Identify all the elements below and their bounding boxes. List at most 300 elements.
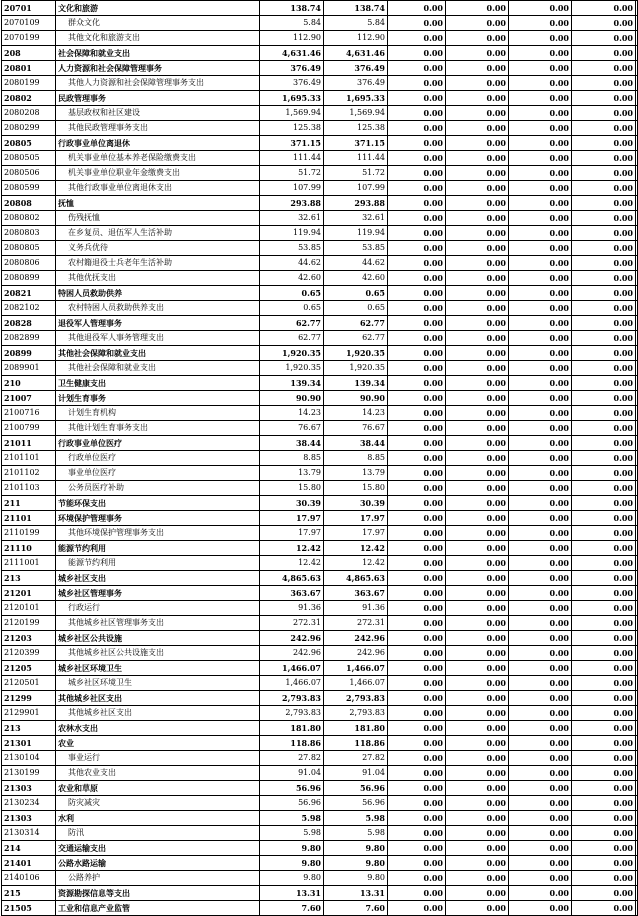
zero-amount: 0.00 [446, 316, 509, 331]
zero-amount: 0.00 [446, 736, 509, 751]
zero-amount: 0.00 [572, 706, 636, 721]
table-row [2, 76, 638, 91]
zero-amount: 0.00 [509, 481, 572, 496]
subject-code: 2070109 [2, 16, 56, 31]
zero-amount: 0.00 [572, 181, 636, 196]
zero-amount: 0.00 [572, 631, 636, 646]
zero-amount: 0.00 [572, 796, 636, 811]
zero-amount: 0.00 [572, 151, 636, 166]
zero-amount: 0.00 [388, 346, 446, 361]
zero-amount: 0.00 [388, 436, 446, 451]
zero-amount: 0.00 [388, 166, 446, 181]
zero-amount: 0.00 [509, 121, 572, 136]
zero-amount: 0.00 [446, 616, 509, 631]
basic-amount: 1,695.33 [324, 91, 388, 106]
zero-amount: 0.00 [446, 1, 509, 16]
table-row [2, 841, 638, 856]
basic-amount: 5.98 [324, 811, 388, 826]
subject-name: 事业运行 [56, 751, 260, 766]
subject-name: 农林水支出 [56, 721, 260, 736]
zero-amount: 0.00 [388, 76, 446, 91]
zero-amount: 0.00 [446, 661, 509, 676]
zero-amount: 0.00 [446, 301, 509, 316]
zero-amount: 0.00 [572, 136, 636, 151]
zero-amount: 0.00 [572, 226, 636, 241]
table-row [2, 211, 638, 226]
zero-amount: 0.00 [509, 76, 572, 91]
table-row [2, 256, 638, 271]
zero-amount: 0.00 [509, 586, 572, 601]
total-amount: 363.67 [260, 586, 324, 601]
zero-amount: 0.00 [509, 256, 572, 271]
zero-amount: 0.00 [446, 421, 509, 436]
total-amount: 17.97 [260, 511, 324, 526]
zero-amount: 0.00 [446, 361, 509, 376]
zero-amount: 0.00 [572, 301, 636, 316]
zero-amount: 0.00 [446, 646, 509, 661]
edge-cell [636, 526, 638, 541]
subject-name: 防汛 [56, 826, 260, 841]
table-row [2, 856, 638, 871]
total-amount: 112.90 [260, 31, 324, 46]
zero-amount: 0.00 [509, 886, 572, 901]
edge-cell [636, 691, 638, 706]
edge-cell [636, 61, 638, 76]
subject-code: 21303 [2, 811, 56, 826]
basic-amount: 42.60 [324, 271, 388, 286]
edge-cell [636, 841, 638, 856]
zero-amount: 0.00 [446, 541, 509, 556]
basic-amount: 112.90 [324, 31, 388, 46]
subject-name: 社会保障和就业支出 [56, 46, 260, 61]
subject-name: 城乡社区管理事务 [56, 586, 260, 601]
zero-amount: 0.00 [446, 496, 509, 511]
zero-amount: 0.00 [509, 826, 572, 841]
total-amount: 14.23 [260, 406, 324, 421]
zero-amount: 0.00 [572, 781, 636, 796]
table-row [2, 886, 638, 901]
basic-amount: 14.23 [324, 406, 388, 421]
edge-cell [636, 271, 638, 286]
edge-cell [636, 736, 638, 751]
basic-amount: 376.49 [324, 76, 388, 91]
zero-amount: 0.00 [572, 316, 636, 331]
zero-amount: 0.00 [509, 781, 572, 796]
table-row [2, 781, 638, 796]
edge-cell [636, 151, 638, 166]
zero-amount: 0.00 [388, 331, 446, 346]
basic-amount: 62.77 [324, 331, 388, 346]
zero-amount: 0.00 [572, 856, 636, 871]
zero-amount: 0.00 [446, 346, 509, 361]
zero-amount: 0.00 [446, 451, 509, 466]
table-row [2, 481, 638, 496]
zero-amount: 0.00 [446, 706, 509, 721]
zero-amount: 0.00 [388, 106, 446, 121]
subject-code: 2130314 [2, 826, 56, 841]
zero-amount: 0.00 [388, 271, 446, 286]
total-amount: 138.74 [260, 1, 324, 16]
zero-amount: 0.00 [572, 421, 636, 436]
basic-amount: 118.86 [324, 736, 388, 751]
subject-code: 21007 [2, 391, 56, 406]
edge-cell [636, 316, 638, 331]
zero-amount: 0.00 [388, 751, 446, 766]
zero-amount: 0.00 [572, 826, 636, 841]
zero-amount: 0.00 [572, 256, 636, 271]
total-amount: 13.31 [260, 886, 324, 901]
table-row [2, 316, 638, 331]
basic-amount: 125.38 [324, 121, 388, 136]
basic-amount: 38.44 [324, 436, 388, 451]
subject-name: 行政事业单位医疗 [56, 436, 260, 451]
subject-name: 机关事业单位职业年金缴费支出 [56, 166, 260, 181]
zero-amount: 0.00 [572, 361, 636, 376]
subject-code: 21201 [2, 586, 56, 601]
subject-name: 其他社会保障和就业支出 [56, 361, 260, 376]
subject-name: 其他城乡社区支出 [56, 691, 260, 706]
zero-amount: 0.00 [446, 511, 509, 526]
zero-amount: 0.00 [572, 616, 636, 631]
edge-cell [636, 781, 638, 796]
subject-name: 义务兵优待 [56, 241, 260, 256]
edge-cell [636, 481, 638, 496]
total-amount: 111.44 [260, 151, 324, 166]
zero-amount: 0.00 [509, 271, 572, 286]
zero-amount: 0.00 [572, 406, 636, 421]
edge-cell [636, 586, 638, 601]
subject-name: 行政单位医疗 [56, 451, 260, 466]
zero-amount: 0.00 [572, 676, 636, 691]
basic-amount: 1,466.07 [324, 676, 388, 691]
subject-code: 20899 [2, 346, 56, 361]
basic-amount: 272.31 [324, 616, 388, 631]
zero-amount: 0.00 [572, 601, 636, 616]
basic-amount: 76.67 [324, 421, 388, 436]
subject-name: 其他社会保障和就业支出 [56, 346, 260, 361]
subject-code: 20828 [2, 316, 56, 331]
subject-code: 2111001 [2, 556, 56, 571]
subject-code: 20808 [2, 196, 56, 211]
subject-name: 伤残抚恤 [56, 211, 260, 226]
edge-cell [636, 301, 638, 316]
zero-amount: 0.00 [572, 766, 636, 781]
basic-amount: 30.39 [324, 496, 388, 511]
zero-amount: 0.00 [509, 511, 572, 526]
edge-cell [636, 211, 638, 226]
edge-cell [636, 511, 638, 526]
subject-code: 2080199 [2, 76, 56, 91]
total-amount: 5.98 [260, 826, 324, 841]
edge-cell [636, 616, 638, 631]
total-amount: 1,466.07 [260, 676, 324, 691]
subject-name: 抚恤 [56, 196, 260, 211]
zero-amount: 0.00 [572, 331, 636, 346]
zero-amount: 0.00 [509, 571, 572, 586]
zero-amount: 0.00 [446, 151, 509, 166]
subject-code: 2080299 [2, 121, 56, 136]
basic-amount: 5.98 [324, 826, 388, 841]
edge-cell [636, 91, 638, 106]
zero-amount: 0.00 [446, 811, 509, 826]
zero-amount: 0.00 [446, 91, 509, 106]
edge-cell [636, 676, 638, 691]
zero-amount: 0.00 [509, 361, 572, 376]
zero-amount: 0.00 [446, 271, 509, 286]
zero-amount: 0.00 [388, 871, 446, 886]
zero-amount: 0.00 [509, 106, 572, 121]
subject-code: 2082899 [2, 331, 56, 346]
zero-amount: 0.00 [446, 796, 509, 811]
subject-name: 城乡社区支出 [56, 571, 260, 586]
basic-amount: 17.97 [324, 526, 388, 541]
total-amount: 1,920.35 [260, 361, 324, 376]
edge-cell [636, 496, 638, 511]
total-amount: 12.42 [260, 556, 324, 571]
subject-name: 城乡社区环境卫生 [56, 676, 260, 691]
subject-name: 其他文化和旅游支出 [56, 31, 260, 46]
zero-amount: 0.00 [388, 661, 446, 676]
edge-cell [636, 871, 638, 886]
basic-amount: 5.84 [324, 16, 388, 31]
zero-amount: 0.00 [572, 721, 636, 736]
zero-amount: 0.00 [572, 661, 636, 676]
subject-name: 农村特困人员救助供养支出 [56, 301, 260, 316]
table-row [2, 376, 638, 391]
subject-code: 21401 [2, 856, 56, 871]
zero-amount: 0.00 [572, 901, 636, 916]
zero-amount: 0.00 [388, 781, 446, 796]
basic-amount: 13.31 [324, 886, 388, 901]
basic-amount: 9.80 [324, 871, 388, 886]
subject-name: 农业和草原 [56, 781, 260, 796]
zero-amount: 0.00 [509, 751, 572, 766]
edge-cell [636, 541, 638, 556]
table-row [2, 706, 638, 721]
zero-amount: 0.00 [388, 856, 446, 871]
table-row [2, 586, 638, 601]
subject-code: 20802 [2, 91, 56, 106]
zero-amount: 0.00 [388, 631, 446, 646]
zero-amount: 0.00 [572, 241, 636, 256]
zero-amount: 0.00 [388, 841, 446, 856]
zero-amount: 0.00 [572, 511, 636, 526]
subject-code: 2080805 [2, 241, 56, 256]
edge-cell [636, 826, 638, 841]
zero-amount: 0.00 [446, 286, 509, 301]
zero-amount: 0.00 [388, 736, 446, 751]
table-row [2, 166, 638, 181]
zero-amount: 0.00 [509, 316, 572, 331]
total-amount: 56.96 [260, 781, 324, 796]
zero-amount: 0.00 [572, 541, 636, 556]
edge-cell [636, 601, 638, 616]
basic-amount: 2,793.83 [324, 706, 388, 721]
zero-amount: 0.00 [509, 31, 572, 46]
zero-amount: 0.00 [572, 751, 636, 766]
basic-amount: 293.88 [324, 196, 388, 211]
zero-amount: 0.00 [572, 691, 636, 706]
zero-amount: 0.00 [446, 781, 509, 796]
subject-code: 2080803 [2, 226, 56, 241]
zero-amount: 0.00 [509, 1, 572, 16]
subject-code: 21505 [2, 901, 56, 916]
zero-amount: 0.00 [509, 526, 572, 541]
total-amount: 8.85 [260, 451, 324, 466]
subject-code: 21301 [2, 736, 56, 751]
total-amount: 1,569.94 [260, 106, 324, 121]
basic-amount: 53.85 [324, 241, 388, 256]
zero-amount: 0.00 [509, 646, 572, 661]
subject-code: 20801 [2, 61, 56, 76]
zero-amount: 0.00 [572, 376, 636, 391]
total-amount: 181.80 [260, 721, 324, 736]
basic-amount: 15.80 [324, 481, 388, 496]
total-amount: 2,793.83 [260, 691, 324, 706]
table-row [2, 676, 638, 691]
zero-amount: 0.00 [388, 646, 446, 661]
subject-name: 机关事业单位基本养老保险缴费支出 [56, 151, 260, 166]
zero-amount: 0.00 [572, 121, 636, 136]
edge-cell [636, 901, 638, 916]
table-row [2, 466, 638, 481]
zero-amount: 0.00 [446, 31, 509, 46]
total-amount: 293.88 [260, 196, 324, 211]
subject-name: 在乡复员、退伍军人生活补助 [56, 226, 260, 241]
zero-amount: 0.00 [388, 121, 446, 136]
edge-cell [636, 121, 638, 136]
table-row [2, 571, 638, 586]
zero-amount: 0.00 [446, 871, 509, 886]
zero-amount: 0.00 [446, 766, 509, 781]
zero-amount: 0.00 [509, 406, 572, 421]
zero-amount: 0.00 [446, 586, 509, 601]
subject-code: 2080802 [2, 211, 56, 226]
table-body [2, 1, 638, 916]
basic-amount: 138.74 [324, 1, 388, 16]
edge-cell [636, 196, 638, 211]
subject-code: 2130104 [2, 751, 56, 766]
basic-amount: 4,631.46 [324, 46, 388, 61]
table-row [2, 106, 638, 121]
table-row [2, 751, 638, 766]
basic-amount: 376.49 [324, 61, 388, 76]
subject-name: 其他退役军人事务管理支出 [56, 331, 260, 346]
zero-amount: 0.00 [572, 31, 636, 46]
zero-amount: 0.00 [572, 496, 636, 511]
edge-cell [636, 46, 638, 61]
total-amount: 371.15 [260, 136, 324, 151]
edge-cell [636, 331, 638, 346]
basic-amount: 9.80 [324, 856, 388, 871]
subject-code: 2120101 [2, 601, 56, 616]
basic-amount: 13.79 [324, 466, 388, 481]
zero-amount: 0.00 [572, 736, 636, 751]
edge-cell [636, 811, 638, 826]
total-amount: 12.42 [260, 541, 324, 556]
zero-amount: 0.00 [572, 886, 636, 901]
edge-cell [636, 631, 638, 646]
zero-amount: 0.00 [509, 151, 572, 166]
zero-amount: 0.00 [388, 226, 446, 241]
edge-cell [636, 571, 638, 586]
zero-amount: 0.00 [446, 181, 509, 196]
total-amount: 15.80 [260, 481, 324, 496]
table-row [2, 241, 638, 256]
table-row [2, 271, 638, 286]
subject-name: 水利 [56, 811, 260, 826]
table-row [2, 871, 638, 886]
subject-code: 2120399 [2, 646, 56, 661]
zero-amount: 0.00 [388, 511, 446, 526]
subject-code: 21203 [2, 631, 56, 646]
edge-cell [636, 886, 638, 901]
total-amount: 53.85 [260, 241, 324, 256]
zero-amount: 0.00 [509, 331, 572, 346]
zero-amount: 0.00 [572, 586, 636, 601]
zero-amount: 0.00 [572, 466, 636, 481]
edge-cell [636, 421, 638, 436]
edge-cell [636, 796, 638, 811]
table-row [2, 541, 638, 556]
total-amount: 376.49 [260, 61, 324, 76]
zero-amount: 0.00 [509, 211, 572, 226]
subject-code: 211 [2, 496, 56, 511]
edge-cell [636, 31, 638, 46]
basic-amount: 139.34 [324, 376, 388, 391]
subject-name: 农业 [56, 736, 260, 751]
zero-amount: 0.00 [572, 286, 636, 301]
zero-amount: 0.00 [446, 61, 509, 76]
basic-amount: 12.42 [324, 556, 388, 571]
zero-amount: 0.00 [509, 421, 572, 436]
basic-amount: 4,865.63 [324, 571, 388, 586]
zero-amount: 0.00 [388, 31, 446, 46]
zero-amount: 0.00 [388, 316, 446, 331]
subject-name: 能源节约利用 [56, 541, 260, 556]
table-row [2, 1, 638, 16]
edge-cell [636, 16, 638, 31]
zero-amount: 0.00 [509, 466, 572, 481]
zero-amount: 0.00 [388, 16, 446, 31]
edge-cell [636, 391, 638, 406]
table-row [2, 91, 638, 106]
basic-amount: 107.99 [324, 181, 388, 196]
subject-name: 公路养护 [56, 871, 260, 886]
zero-amount: 0.00 [446, 121, 509, 136]
total-amount: 1,920.35 [260, 346, 324, 361]
edge-cell [636, 766, 638, 781]
subject-code: 210 [2, 376, 56, 391]
table-row [2, 661, 638, 676]
subject-code: 2080899 [2, 271, 56, 286]
subject-code: 2110199 [2, 526, 56, 541]
zero-amount: 0.00 [446, 856, 509, 871]
subject-code: 21110 [2, 541, 56, 556]
zero-amount: 0.00 [509, 16, 572, 31]
total-amount: 1,466.07 [260, 661, 324, 676]
table-row [2, 61, 638, 76]
basic-amount: 0.65 [324, 286, 388, 301]
zero-amount: 0.00 [509, 166, 572, 181]
zero-amount: 0.00 [388, 496, 446, 511]
subject-code: 2130199 [2, 766, 56, 781]
subject-code: 2101102 [2, 466, 56, 481]
total-amount: 272.31 [260, 616, 324, 631]
basic-amount: 242.96 [324, 646, 388, 661]
total-amount: 376.49 [260, 76, 324, 91]
zero-amount: 0.00 [572, 556, 636, 571]
